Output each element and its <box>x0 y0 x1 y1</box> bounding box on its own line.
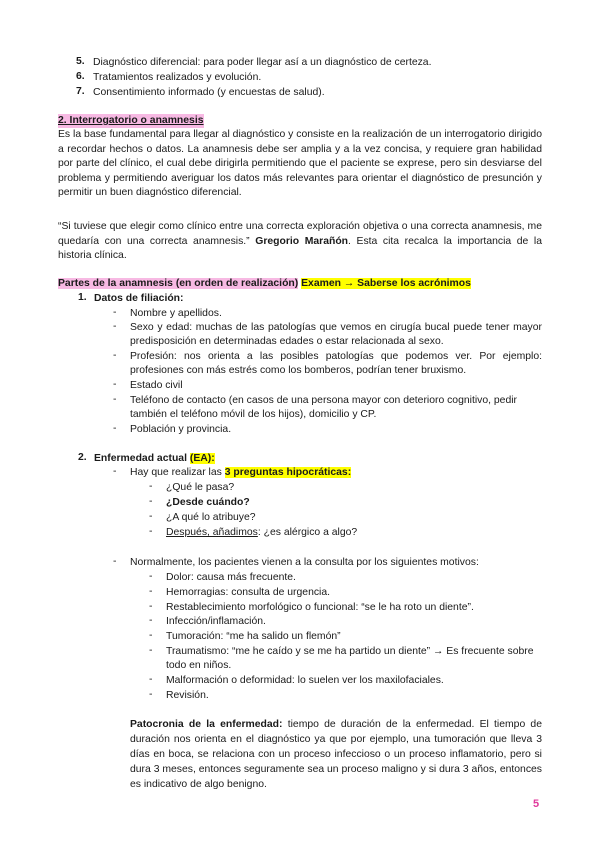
intro-text: Hay que realizar las <box>130 467 222 478</box>
bullet-dash: - <box>113 350 117 361</box>
bullet-item: Sexo y edad: muchas de las patologías que vemos en cirugía bucal puede tener mayor predisposición en determinadas edades o estar relacionada al sexo. <box>130 322 542 348</box>
patocronia-paragraph <box>130 717 542 792</box>
section-paragraph <box>58 128 542 201</box>
quote-author: Gregorio Marañón <box>255 235 349 247</box>
bullet-dash: - <box>113 307 117 318</box>
exam-note: Examen → Saberse los acrónimos <box>301 278 471 289</box>
list-item: Tratamientos realizados y evolución. <box>93 72 262 83</box>
bullet-dash: - <box>113 423 117 434</box>
list-number: 6. <box>76 71 85 82</box>
item-title: Enfermedad actual <box>94 453 187 464</box>
parts-heading-line <box>58 277 471 291</box>
bullet-dash: - <box>149 571 153 582</box>
motive-item: Tumoración: “me ha salido un flemón” <box>166 631 341 642</box>
item-number: 2. <box>78 452 87 463</box>
question-item: ¿A qué lo atribuye? <box>166 512 256 523</box>
bullet-item: Nombre y apellidos. <box>130 308 222 319</box>
bullet-dash: - <box>149 645 153 656</box>
list-number: 5. <box>76 56 85 67</box>
motive-item: Malformación o deformidad: lo suelen ver los maxilofaciales. <box>166 675 444 686</box>
motive-item: Dolor: causa más frecuente. <box>166 572 296 583</box>
acronym-badge: (EA): <box>189 453 215 464</box>
bullet-item: Estado civil <box>130 380 183 391</box>
motive-item: Revisión. <box>166 690 209 701</box>
patocronia-label: Patocronia de la enfermedad: <box>130 719 283 730</box>
quote-tail: . Esta cita recalca la importancia de la historia clínica. <box>58 235 543 262</box>
bullet-dash: - <box>149 601 153 612</box>
bullet-dash: - <box>113 556 117 567</box>
bullet-dash: - <box>149 586 153 597</box>
question-item: ¿Desde cuándo? <box>166 497 250 508</box>
patocronia-text: tiempo de duración de la enfermedad. El tiempo de duración nos orienta en el diagnóstico ya que por ejemplo, una tumoración que lleva 3 días en boca, se relaciona con un proceso infeccioso o un proceso inflamatorio, pero si dura 3 meses, entonces seguramente sea un proceso maligno y si dura 3 años, entonces es indicativo de algo benigno. <box>130 719 542 790</box>
item-number: 1. <box>78 292 87 303</box>
section-heading: 2. Interrogatorio o anamnesis <box>58 115 204 126</box>
bullet-dash: - <box>149 630 153 641</box>
motive-item: Restablecimiento morfológico o funcional: “se le ha roto un diente”. <box>166 602 474 613</box>
list-number: 7. <box>76 86 85 97</box>
bullet-item: Teléfono de contacto (en casos de una persona mayor con deterioro cognitivo, pedir también el teléfono móvil de los hijos), domicilio y CP. <box>130 395 517 421</box>
list-item: Consentimiento informado (y encuestas de salud). <box>93 87 325 98</box>
motive-item: Hemorragias: consulta de urgencia. <box>166 587 331 598</box>
extra-text: : ¿es alérgico a algo? <box>257 527 358 538</box>
quote-text: “Si tuviese que elegir como clínico entre una correcta exploración objetiva o una correcta anamnesis, me quedaría con una correcta anamnesis.” <box>58 221 542 247</box>
item-title: Datos de filiación: <box>94 293 184 304</box>
parts-heading: Partes de la anamnesis (en orden de realización) <box>58 278 299 289</box>
bullet-item: Profesión: nos orienta a las posibles patologías que podemos ver. Por ejemplo: profesiones con más estrés como los bomberos, podrían tener bruxismo. <box>130 351 542 377</box>
quote-paragraph <box>58 220 542 264</box>
bullet-dash: - <box>149 689 153 700</box>
bullet-dash: - <box>113 321 117 332</box>
bullet-dash: - <box>149 615 153 626</box>
bullet-dash: - <box>149 496 153 507</box>
bullet-dash: - <box>149 481 153 492</box>
bullet-dash: - <box>113 466 117 477</box>
page-number: 5 <box>533 798 540 810</box>
intro-highlight: 3 preguntas hipocráticas: <box>224 467 352 478</box>
question-item <box>166 526 357 540</box>
list-item: Diagnóstico diferencial: para poder llegar así a un diagnóstico de certeza. <box>93 57 432 68</box>
motive-item: Infección/inflamación. <box>166 616 266 627</box>
bullet-dash: - <box>113 379 117 390</box>
extra-label: Después, añadimos <box>166 527 258 538</box>
question-item: ¿Qué le pasa? <box>166 482 235 493</box>
bullet-dash: - <box>113 394 117 405</box>
bullet-dash: - <box>149 511 153 522</box>
bullet-item <box>130 466 351 480</box>
item-title-line <box>94 452 215 466</box>
paragraph-text: Es la base fundamental para llegar al diagnóstico y consiste en la realización de un interrogatorio dirigido a recordar hechos o datos. La anamnesis debe ser amplia y a la vez concisa, y requiere gran habilidad por parte del clínico, el cual debe dirigirla permitiendo que el paciente se exprese, pero sin desviarse del problema y permitiendo averiguar los datos más relevantes para orientar el diagnóstico de presunción y permitir un buen diagnóstico diferencial. <box>58 129 542 199</box>
motive-item: Traumatismo: “me he caído y se me ha partido un diente” → Es frecuente sobre todo en niños. <box>166 646 534 672</box>
bullet-dash: - <box>149 674 153 685</box>
bullet-item: Población y provincia. <box>130 424 232 435</box>
bullet-dash: - <box>149 526 153 537</box>
bullet-item: Normalmente, los pacientes vienen a la consulta por los siguientes motivos: <box>130 557 479 568</box>
